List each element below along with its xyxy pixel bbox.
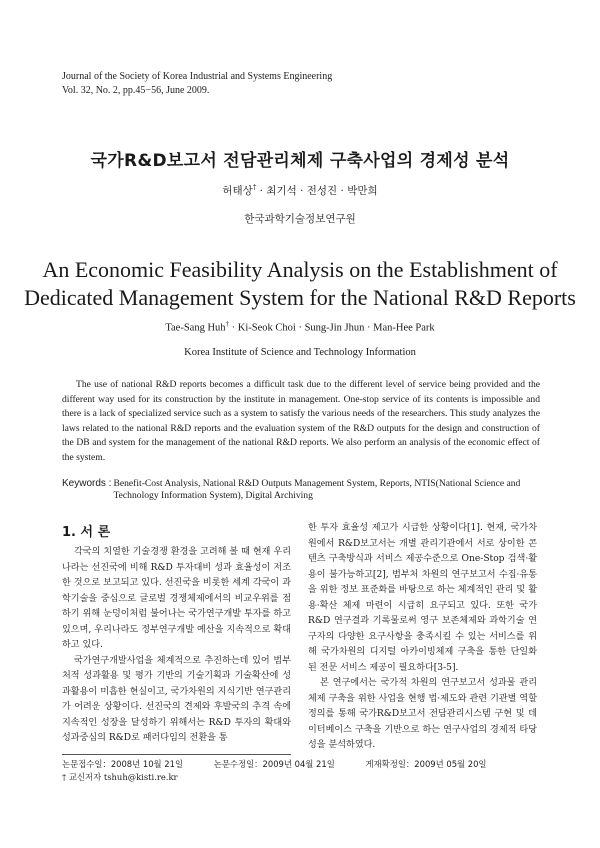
english-title-line2: Dedicated Management System for the National R&D Reports: [24, 285, 576, 310]
body-paragraph: 국가연구개발사업을 체계적으로 추진하는데 있어 범부처적 성과활용 및 평가 기반의 기술기획과 기술확산에 성과활용이 미흡한 현실이고, 국가차원의 지식기반 연구관리가 어려운 상황이다. 선진국의 견제와 후발국의 추격 속에 지속적인 성장을 달성하기 위해서는 R&D 투자의 확대와 성과중심의 R&D로 패러다임의 전환을 통: [62, 655, 291, 743]
journal-volume: Vol. 32, No. 2, pp.45−56, June 2009.: [62, 85, 210, 96]
corresponding-dagger: †: [252, 183, 257, 192]
english-title: [0, 256, 600, 312]
body-paragraph: 각국의 치열한 기술경쟁 환경을 고려해 볼 때 현재 우리나라는 선진국에 비해 R&D 투자대비 성과 효율성이 저조한 것으로 보고되고 있다. 선진국을 비롯한 세계 각국이 과학기술을 중심으로 글로벌 경쟁체제에서의 비교우위를 점하기 위해 눈덩이처럼 불어나는 국가연구개발 투자를 하고 있으며, 우리나라도 정부연구개발 예산을 지속적으로 확대하고 있다.: [62, 547, 291, 650]
korean-first-author: 허태상: [222, 185, 253, 197]
body-paragraph: 본 연구에서는 국가적 차원의 연구보고서 성과물 관리체제 구축을 위한 사업을 현행 법·제도와 관련 기관별 역할 정의를 통해 국가R&D보고서 전담관리시스템 구현 및 데이터베이스 구축을 기반으로 하는 연구사업의 경제적 타당성을 분석하였다.: [308, 678, 537, 750]
footnote-dagger: †: [62, 772, 67, 782]
keywords: [62, 478, 540, 502]
english-first-author: Tae-Sang Huh: [165, 322, 226, 334]
english-authors: [0, 320, 600, 334]
body-column-left: [62, 545, 291, 747]
footnote-dates: [62, 758, 515, 770]
section-heading: 1. 서 론: [62, 525, 111, 540]
body-column-right: [308, 521, 537, 754]
journal-name: Journal of the Society of Korea Industrial and Systems Engineering: [62, 71, 333, 82]
korean-affiliation: 한국과학기술정보연구원: [244, 213, 356, 225]
corresponding-author: 교신저자 tshuh@kisti.re.kr: [66, 772, 178, 782]
corresponding-author-note: [62, 771, 178, 783]
english-affiliation: Korea Institute of Science and Technology Information: [184, 347, 416, 358]
korean-title: 국가R&D보고서 전담관리체제 구축사업의 경제성 분석: [90, 151, 510, 171]
corresponding-dagger: †: [225, 320, 230, 328]
abstract: The use of national R&D reports becomes a difficult task due to the different level of service being provided and the different way used for its construction by the institute in management. One-stop service of its contents is impossible and there is a lack of specialized service such as a system to satisfy the various needs of the researchers. This study analyzes the laws related to the national R&D reports and the evaluation system of the R&D outputs for the design and construction of the DB and system for the management of the national R&D reports. We also perform an analysis of the economic effect of the system.: [62, 379, 540, 463]
journal-header: [62, 70, 332, 98]
revised-date: 논문수정일：2009년 04월 21일: [213, 759, 335, 769]
body-paragraph: 한 투자 효율성 제고가 시급한 상황이다[1]. 현재, 국가차원에서 R&D보고서는 개별 관리기관에서 서로 상이한 콘텐츠 구축방식과 서비스 제공수준으로 One-Stop 검색·활용이 불가능하고[2], 범부처 차원의 연구보고서 수집·유통을 위한 정보 표준화를 바탕으로 하는 체계적인 관리 및 활용·확산 체제 마련이 시급히 요구되고 있다. 또한 국가R&D 연구결과 기록물로써 영구 보존체제와 과학기술 연구자의 다양한 요구사항을 충족시킬 수 있는 서비스를 위해 국가차원의 디지털 아카이빙체제 구축을 통한 단일화 된 전문 서비스 제공이 필요하다[3-5].: [308, 523, 537, 673]
english-title-line1: An Economic Feasibility Analysis on the Establishment of: [42, 257, 558, 282]
accepted-date: 게재확정일：2009년 05월 20일: [365, 759, 487, 769]
footnote-divider: [62, 754, 291, 755]
keywords-text: Benefit-Cost Analysis, National R&D Outputs Management System, Reports, NTIS(National Science and Technology Information System), Digital Archiving: [113, 478, 521, 501]
keywords-label: Keywords :: [62, 478, 112, 489]
korean-authors: [0, 183, 600, 198]
english-coauthors: · Ki-Seok Choi · Sung-Jin Jhun · Man-Hee Park: [229, 322, 435, 334]
received-date: 논문접수일：2008년 10월 21일: [62, 759, 184, 769]
korean-coauthors: · 최기석 · 전성진 · 박만희: [256, 185, 378, 197]
